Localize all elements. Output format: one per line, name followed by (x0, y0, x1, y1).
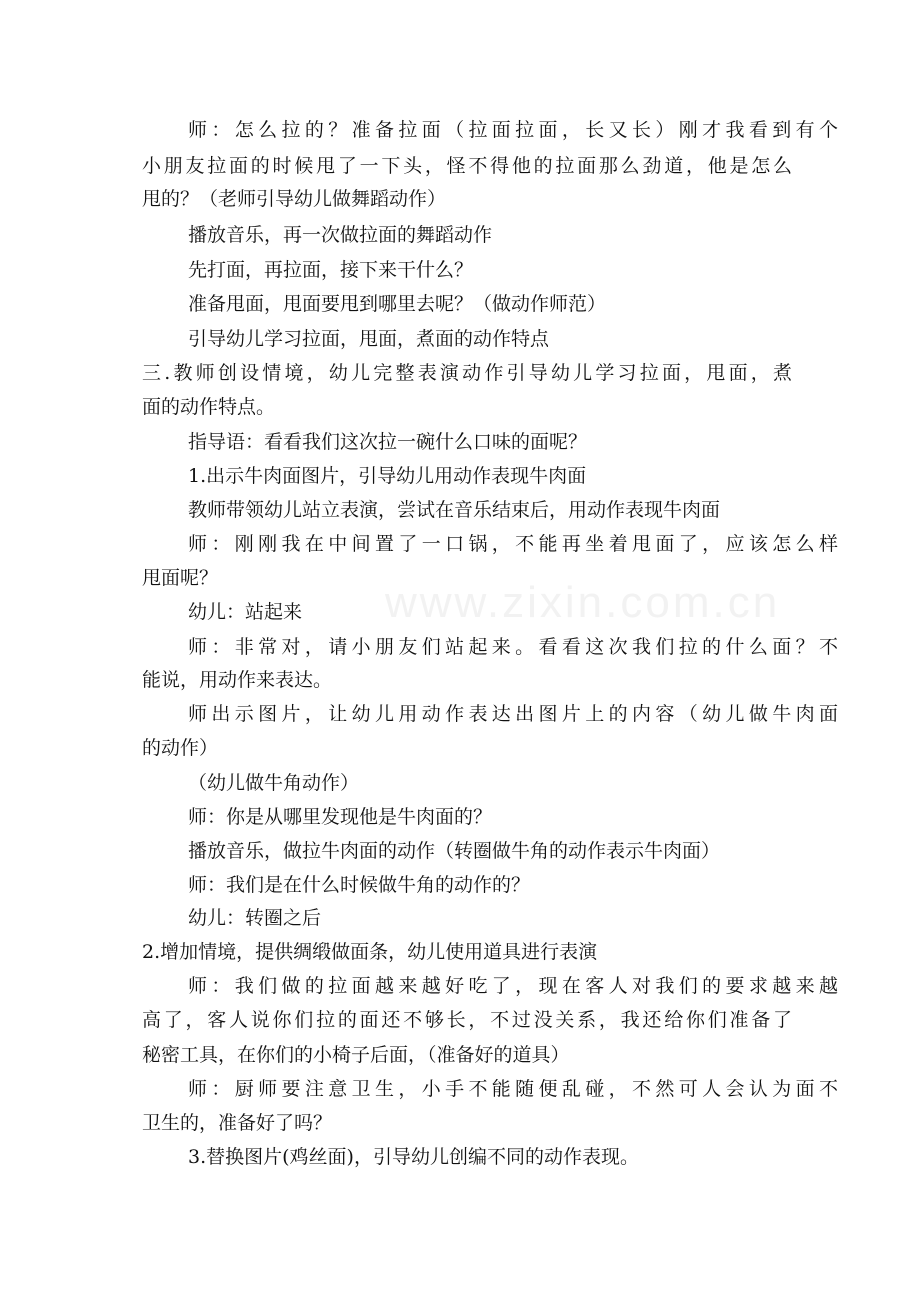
paragraph-line: 师：我们做的拉面越来越好吃了，现在客人对我们的要求越来越 (188, 975, 838, 997)
paragraph-line: 甩的？（老师引导幼儿做舞蹈动作） (142, 188, 447, 210)
paragraph-line: 教师带领幼儿站立表演，尝试在音乐结束后，用动作表现牛肉面 (188, 499, 721, 521)
paragraph-line: 师：刚刚我在中间置了一口锅，不能再坐着甩面了，应该怎么样 (188, 533, 838, 555)
paragraph-line: 小朋友拉面的时候甩了一下头，怪不得他的拉面那么劲道，他是怎么 (142, 155, 792, 177)
paragraph-line: 卫生的，准备好了吗？ (142, 1112, 333, 1134)
paragraph-line: 幼儿：转圈之后 (188, 907, 322, 929)
watermark: www.zixin.com.cn (385, 578, 781, 627)
paragraph-line: 师：我们是在什么时候做牛角的动作的？ (188, 874, 531, 896)
paragraph-line: 秘密工具，在你们的小椅子后面，（准备好的道具） (142, 1044, 570, 1066)
section-heading-line: 三.教师创设情境，幼儿完整表演动作引导幼儿学习拉面，甩面，煮 (142, 362, 792, 384)
paragraph-line: 师：怎么拉的？准备拉面（拉面拉面，长又长）刚才我看到有个 (188, 119, 838, 141)
paragraph-line: 师：你是从哪里发现他是牛肉面的？ (188, 806, 493, 828)
paragraph-line: 指导语：看看我们这次拉一碗什么口味的面呢？ (188, 431, 588, 453)
section-heading-line: 面的动作特点。 (142, 396, 276, 418)
paragraph-line: 播放音乐，做拉牛肉面的动作（转圈做牛角的动作表示牛肉面） (188, 840, 721, 862)
paragraph-line: 3.替换图片(鸡丝面)，引导幼儿创编不同的动作表现。 (188, 1146, 639, 1168)
paragraph-line: 播放音乐，再一次做拉面的舞蹈动作 (188, 224, 493, 246)
section-heading-line: 2.增加情境，提供绸缎做面条，幼儿使用道具进行表演 (142, 941, 598, 963)
paragraph-line: 的动作） (142, 737, 219, 759)
paragraph-line: 甩面呢？ (142, 567, 219, 589)
paragraph-line: 高了，客人说你们拉的面还不够长，不过没关系，我还给你们准备了 (142, 1009, 792, 1031)
paragraph-line: （幼儿做牛角动作） (188, 772, 360, 794)
paragraph-line: 引导幼儿学习拉面，甩面，煮面的动作特点 (188, 328, 550, 350)
paragraph-line: 能说，用动作来表达。 (142, 669, 333, 691)
paragraph-line: 先打面，再拉面，接下来干什么？ (188, 259, 474, 281)
paragraph-line: 师出示图片，让幼儿用动作表达出图片上的内容（幼儿做牛肉面 (188, 703, 838, 725)
paragraph-line: 师：厨师要注意卫生，小手不能随便乱碰，不然可人会认为面不 (188, 1078, 838, 1100)
paragraph-line: 幼儿：站起来 (188, 601, 303, 623)
paragraph-line: 准备甩面，甩面要甩到哪里去呢？（做动作师范） (188, 293, 607, 315)
paragraph-line: 师：非常对，请小朋友们站起来。看看这次我们拉的什么面？不 (188, 636, 838, 658)
paragraph-line: 1.出示牛肉面图片，引导幼儿用动作表现牛肉面 (188, 465, 587, 487)
